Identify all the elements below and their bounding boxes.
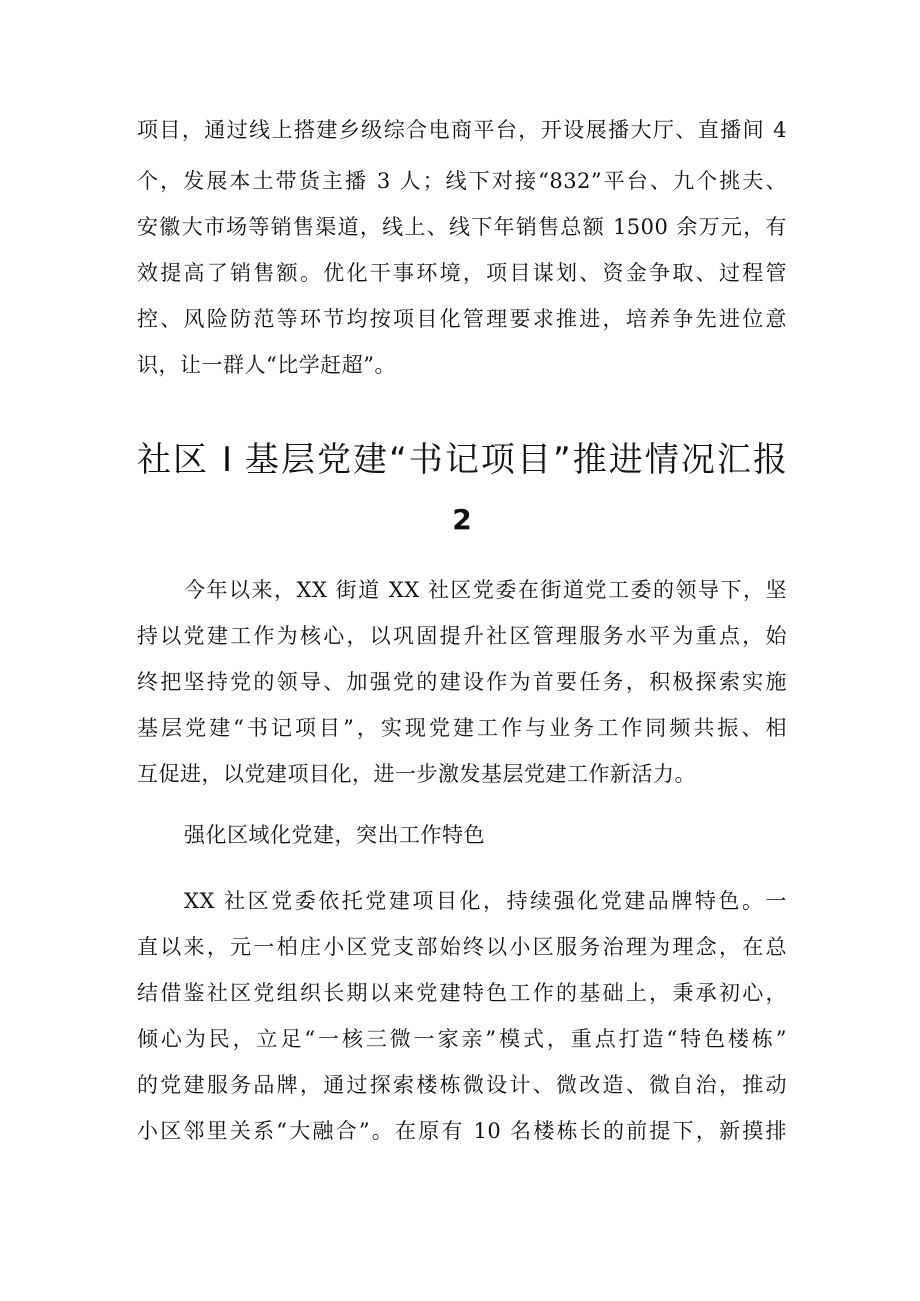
paragraph-line: 效提高了销售额。优化干事环境，项目谋划、资金争取、过程管 <box>137 261 787 285</box>
paragraph-line: 倾心为民，立足“一核三微一家亲”模式，重点打造“特色楼栋” <box>137 1027 787 1051</box>
paragraph-line: 持以党建工作为核心，以巩固提升社区管理服务水平为重点，始 <box>137 624 787 648</box>
paragraph-line: 直以来，元一柏庄小区党支部始终以小区服务治理为理念，在总 <box>137 935 787 959</box>
paragraph-line: 控、风险防范等环节均按项目化管理要求推进，培养争先进位意 <box>137 307 787 331</box>
paragraph-line: 结借鉴社区党组织长期以来党建特色工作的基础上，秉承初心， <box>137 981 787 1005</box>
article-title-number: 2 <box>452 503 472 536</box>
paragraph-line: 小区邻里关系“大融合”。在原有 10 名楼栋长的前提下，新摸排 <box>137 1119 787 1143</box>
section-heading: 强化区域化党建，突出工作特色 <box>184 823 485 847</box>
paragraph-line: 今年以来，XX 街道 XX 社区党委在街道党工委的领导下，坚 <box>184 578 787 602</box>
paragraph-line: 互促进，以党建项目化，进一步激发基层党建工作新活力。 <box>137 762 696 786</box>
paragraph-line: 个，发展本土带货主播 3 人；线下对接“832”平台、九个挑夫、 <box>137 169 787 193</box>
article-title: 社区 I 基层党建“书记项目”推进情况汇报 <box>137 440 787 480</box>
paragraph-line: 识，让一群人“比学赶超”。 <box>137 353 396 377</box>
paragraph-line: 安徽大市场等销售渠道，线上、线下年销售总额 1500 余万元，有 <box>137 215 787 239</box>
paragraph-line: 项目，通过线上搭建乡级综合电商平台，开设展播大厅、直播间 4 <box>137 118 787 142</box>
paragraph-line: XX 社区党委依托党建项目化，持续强化党建品牌特色。一 <box>184 889 787 913</box>
paragraph-line: 的党建服务品牌，通过探索楼栋微设计、微改造、微自治，推动 <box>137 1073 787 1097</box>
paragraph-line: 终把坚持党的领导、加强党的建设作为首要任务，积极探索实施 <box>137 670 787 694</box>
paragraph-line: 基层党建“书记项目”，实现党建工作与业务工作同频共振、相 <box>137 716 787 740</box>
